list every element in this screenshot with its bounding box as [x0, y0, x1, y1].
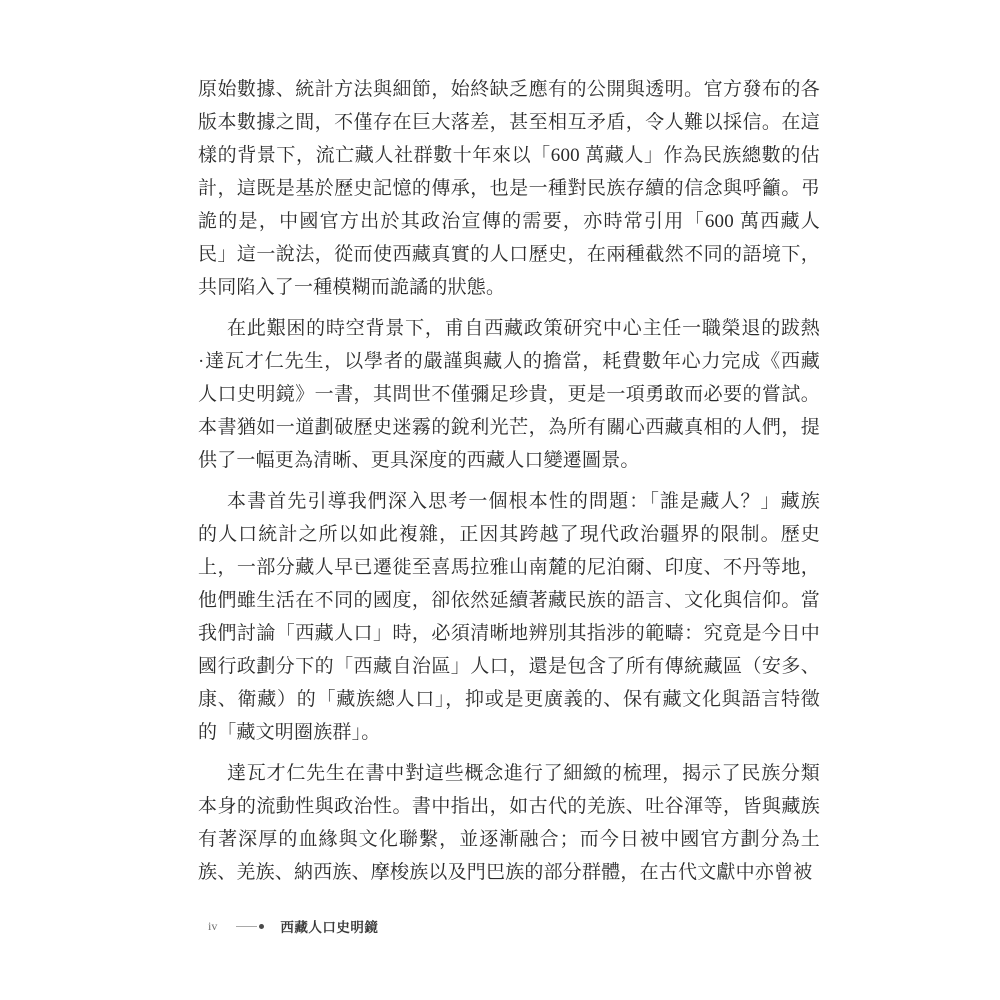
text-line: 本書猶如一道劃破歷史迷霧的銳利光芒，為所有關心西藏真相的人們，提	[198, 417, 820, 438]
text-line: 樣的背景下，流亡藏人社群數十年來以「600 萬藏人」作為民族總數的估	[198, 145, 820, 166]
text-line: 他們雖生活在不同的國度，卻依然延續著藏民族的語言、文化與信仰。當	[198, 590, 820, 611]
text-line: 版本數據之間，不僅存在巨大落差，甚至相互矛盾，令人難以採信。在這	[198, 112, 820, 133]
text-line: 的「藏文明圈族群」。	[198, 722, 381, 743]
paragraph-4	[198, 757, 820, 889]
footer-dash-line-icon	[236, 926, 257, 927]
page-footer	[198, 913, 820, 939]
text-line: 本身的流動性與政治性。書中指出，如古代的羌族、吐谷渾等，皆與藏族	[198, 796, 820, 817]
text-line: 國行政劃分下的「西藏自治區」人口，還是包含了所有傳統藏區（安多、	[198, 656, 820, 677]
text-line: 康、衛藏）的「藏族總人口」，抑或是更廣義的、保有藏文化與語言特徵	[198, 689, 820, 710]
text-line: 在此艱困的時空背景下，甫自西藏政策研究中心主任一職榮退的跋熱	[227, 318, 820, 339]
footer-bullet-dot-icon	[259, 924, 264, 929]
text-line: 原始數據、統計方法與細節，始終缺乏應有的公開與透明。官方發布的各	[198, 79, 820, 100]
text-line: 民」這一說法，從而使西藏真實的人口歷史，在兩種截然不同的語境下，	[198, 244, 820, 265]
paragraph-3	[198, 485, 820, 749]
paragraph-1	[198, 73, 820, 304]
text-line: 族、羌族、納西族、摩梭族以及門巴族的部分群體，在古代文獻中亦曾被	[198, 862, 813, 883]
text-line: 達瓦才仁先生在書中對這些概念進行了細緻的梳理，揭示了民族分類	[227, 763, 820, 784]
text-line: 本書首先引導我們深入思考一個根本性的問題：「誰是藏人？」藏族	[227, 491, 820, 512]
text-line: 上，一部分藏人早已遷徙至喜馬拉雅山南麓的尼泊爾、印度、不丹等地，	[198, 557, 820, 578]
text-line: 有著深厚的血緣與文化聯繫，並逐漸融合；而今日被中國官方劃分為土	[198, 829, 820, 850]
text-line: ·達瓦才仁先生，以學者的嚴謹與藏人的擔當，耗費數年心力完成《西藏	[198, 351, 820, 372]
text-line: 供了一幅更為清晰、更具深度的西藏人口變遷圖景。	[198, 450, 640, 471]
text-line: 我們討論「西藏人口」時，必須清晰地辨別其指涉的範疇：究竟是今日中	[198, 623, 820, 644]
text-line: 人口史明鏡》一書，其問世不僅彌足珍貴，更是一項勇敢而必要的嘗試。	[198, 384, 820, 405]
page-content	[198, 73, 820, 889]
text-line: 共同陷入了一種模糊而詭譎的狀態。	[198, 277, 506, 298]
text-line: 的人口統計之所以如此複雜，正因其跨越了現代政治疆界的限制。歷史	[198, 524, 820, 545]
text-line: 詭的是，中國官方出於其政治宣傳的需要，亦時常引用「600 萬西藏人	[198, 211, 820, 232]
paragraph-2	[198, 312, 820, 477]
footer-book-title: 西藏人口史明鏡	[280, 920, 379, 935]
page-number: iv	[208, 918, 218, 933]
text-line: 計，這既是基於歷史記憶的傳承，也是一種對民族存續的信念與呼籲。弔	[198, 178, 820, 199]
